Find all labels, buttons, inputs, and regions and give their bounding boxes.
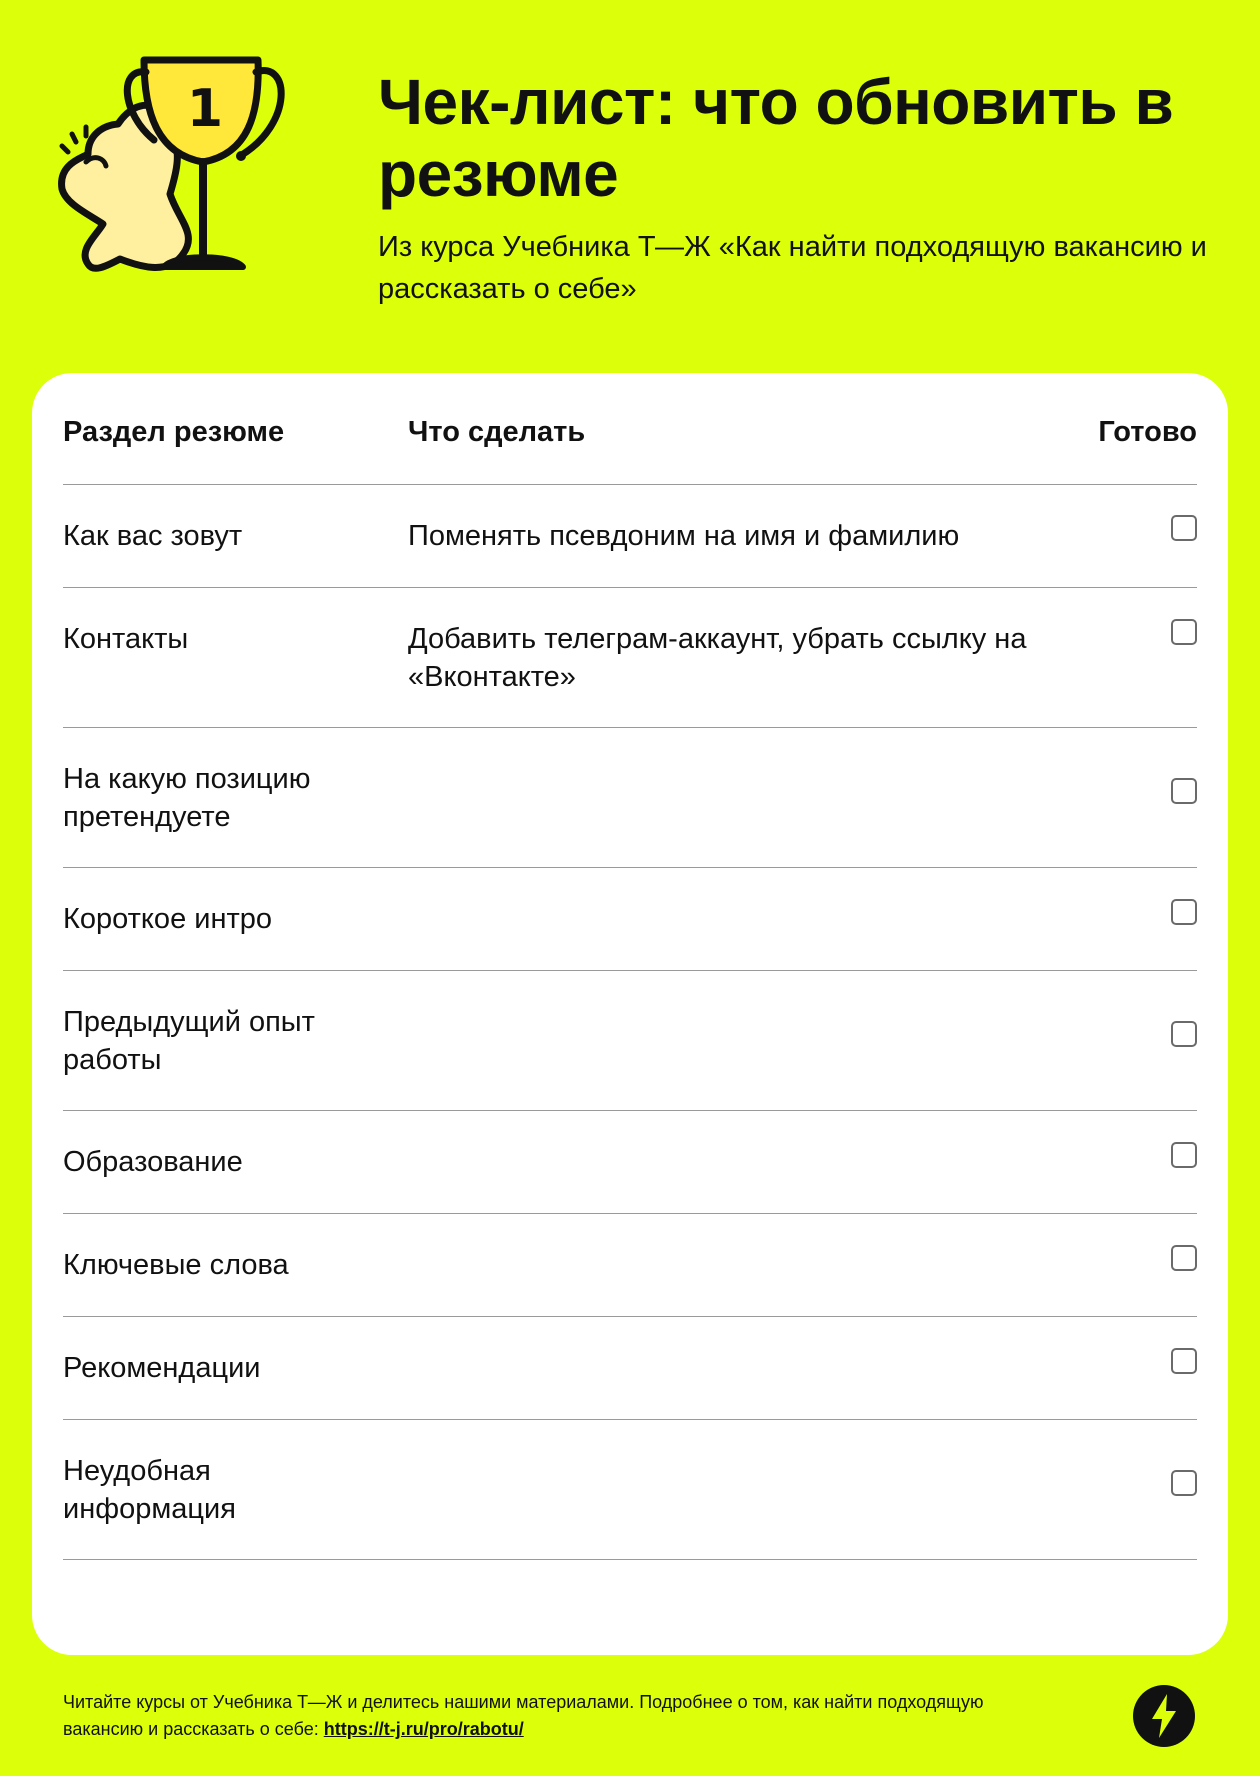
footer-note bbox=[63, 1689, 1003, 1743]
table-row bbox=[63, 588, 1197, 728]
row-action: Поменять псевдоним на имя и фамилию bbox=[408, 520, 960, 552]
row-section: На какую позицию претендуете bbox=[63, 763, 311, 833]
row-section: Ключевые слова bbox=[63, 1249, 289, 1281]
done-checkbox[interactable] bbox=[1171, 778, 1197, 804]
row-section: Рекомендации bbox=[63, 1352, 261, 1384]
done-checkbox[interactable] bbox=[1171, 1021, 1197, 1047]
done-checkbox[interactable] bbox=[1171, 619, 1197, 645]
column-header-action: Что сделать bbox=[408, 416, 586, 448]
done-checkbox[interactable] bbox=[1171, 899, 1197, 925]
svg-text:1: 1 bbox=[186, 79, 224, 139]
table-row bbox=[63, 485, 1197, 588]
done-checkbox[interactable] bbox=[1171, 515, 1197, 541]
table-row bbox=[63, 1214, 1197, 1317]
table-row bbox=[63, 1317, 1197, 1420]
row-section: Контакты bbox=[63, 623, 189, 655]
lightning-logo-icon bbox=[1132, 1684, 1196, 1748]
done-checkbox[interactable] bbox=[1171, 1142, 1197, 1168]
table-row bbox=[63, 868, 1197, 971]
table-row bbox=[63, 728, 1197, 868]
table-row bbox=[63, 1420, 1197, 1560]
footer-text: Читайте курсы от Учебника Т—Ж и делитесь нашими материалами. Подробнее о том, как найти подходящую вакансию и рассказать о себе: bbox=[63, 1692, 984, 1739]
table-row bbox=[63, 971, 1197, 1111]
done-checkbox[interactable] bbox=[1171, 1470, 1197, 1496]
done-checkbox[interactable] bbox=[1171, 1348, 1197, 1374]
page-title: Чек-лист: что обновить в резюме bbox=[378, 66, 1174, 210]
table-body bbox=[63, 485, 1197, 1560]
row-section: Короткое интро bbox=[63, 903, 273, 935]
column-header-section: Раздел резюме bbox=[63, 416, 285, 448]
column-header-done: Готово bbox=[1098, 416, 1197, 448]
table-header bbox=[63, 373, 1197, 485]
page-subtitle: Из курса Учебника Т—Ж «Как найти подходящую вакансию и рассказать о себе» bbox=[378, 231, 1207, 305]
row-section: Как вас зовут bbox=[63, 520, 243, 552]
trophy-mascot-icon bbox=[58, 54, 328, 324]
header bbox=[0, 0, 1260, 372]
row-action: Добавить телеграм-аккаунт, убрать ссылку на «Вконтакте» bbox=[408, 623, 1027, 693]
checklist-card bbox=[32, 373, 1228, 1655]
row-section: Предыдущий опыт работы bbox=[63, 1006, 315, 1076]
row-section: Неудобная информация bbox=[63, 1455, 236, 1525]
row-section: Образование bbox=[63, 1146, 243, 1178]
footer-link[interactable]: https://t-j.ru/pro/rabotu/ bbox=[323, 1719, 524, 1739]
table-row bbox=[63, 1111, 1197, 1214]
done-checkbox[interactable] bbox=[1171, 1245, 1197, 1271]
